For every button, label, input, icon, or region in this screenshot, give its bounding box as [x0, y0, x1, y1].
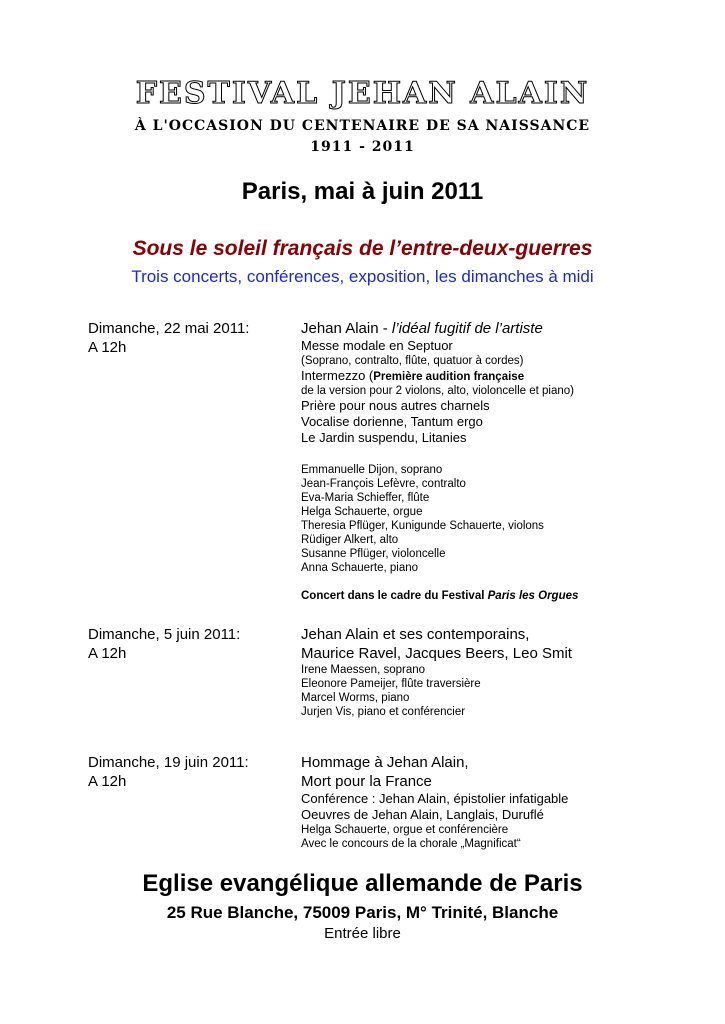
program-line: Conférence : Jehan Alain, épistolier infatigable: [301, 791, 569, 806]
city-dates: Paris, mai à juin 2011: [241, 178, 484, 205]
festival-subtitle: À L'OCCASION DU CENTENAIRE DE SA NAISSANCE: [134, 118, 591, 134]
tagline-secondary: Trois concerts, conférences, exposition, les dimanches à midi: [131, 267, 594, 286]
performer: Helga Schauerte, orgue: [301, 506, 423, 518]
event-program: [301, 625, 681, 719]
program-line: de la version pour 2 violons, alto, violoncelle et piano): [301, 385, 574, 397]
program-line: Le Jardin suspendu, Litanies: [301, 430, 467, 445]
event-date-block: [88, 319, 298, 357]
festival-note: [301, 589, 681, 603]
performer: Eleonore Pameijer, flûte traversière: [301, 678, 481, 690]
event-date-block: [88, 625, 298, 663]
festival-years: 1911 - 2011: [310, 139, 415, 155]
festival-note-italic: Paris les Orgues: [487, 590, 579, 602]
program-line: [301, 368, 681, 384]
festival-title: FESTIVAL JEHAN ALAIN: [135, 76, 590, 111]
venue-name: Eglise evangélique allemande de Paris: [142, 870, 583, 897]
program-line: Oeuvres de Jehan Alain, Langlais, Duruflé: [301, 807, 544, 822]
performer: Theresia Pflüger, Kunigunde Schauerte, violons: [301, 520, 544, 532]
event-date: Dimanche, 5 juin 2011:: [88, 626, 241, 643]
event-program: [301, 753, 681, 851]
event-title: Jehan Alain et ses contemporains,: [301, 626, 530, 643]
tagline: Sous le soleil français de l’entre-deux-guerres: [132, 237, 593, 260]
performer: Marcel Worms, piano: [301, 692, 410, 704]
event-title-prefix: Jehan Alain -: [301, 320, 392, 337]
event-title: Maurice Ravel, Jacques Beers, Leo Smit: [301, 645, 572, 662]
program-line: Avec le concours de la chorale „Magnificat“: [301, 838, 521, 850]
event-title: Mort pour la France: [301, 773, 432, 790]
program-premiere: Première audition française: [373, 371, 525, 383]
performer: Emmanuelle Dijon, soprano: [301, 464, 443, 476]
event-title-italic: l’idéal fugitif de l’artiste: [391, 320, 543, 337]
performer: Rüdiger Alkert, alto: [301, 534, 399, 546]
program-line: Messe modale en Septuor: [301, 338, 453, 353]
entry-note: Entrée libre: [324, 925, 401, 942]
festival-note-prefix: Concert dans le cadre du Festival: [301, 590, 488, 602]
program-intermezzo: Intermezzo (: [301, 368, 374, 383]
program-line: (Soprano, contralto, flûte, quatuor à cordes): [301, 355, 524, 367]
program-line: Helga Schauerte, orgue et conférencière: [301, 824, 509, 836]
performer: Jean-François Lefèvre, contralto: [301, 478, 466, 490]
program-line: Prière pour nous autres charnels: [301, 398, 490, 413]
event-time: A 12h: [88, 773, 127, 790]
venue-address: 25 Rue Blanche, 75009 Paris, M° Trinité, Blanche: [166, 903, 559, 922]
event-date-block: [88, 753, 298, 791]
event-date: Dimanche, 19 juin 2011:: [88, 754, 249, 771]
event-time: A 12h: [88, 339, 127, 356]
program-line: Vocalise dorienne, Tantum ergo: [301, 414, 483, 429]
performer: Irene Maessen, soprano: [301, 664, 426, 676]
performer: Jurjen Vis, piano et conférencier: [301, 706, 466, 718]
event-program: [301, 319, 681, 603]
performer: Anna Schauerte, piano: [301, 562, 419, 574]
event-date: Dimanche, 22 mai 2011:: [88, 320, 250, 337]
performer: Susanne Pflüger, violoncelle: [301, 548, 446, 560]
event-title: Hommage à Jehan Alain,: [301, 754, 469, 771]
event-title: [301, 319, 681, 338]
event-time: A 12h: [88, 645, 127, 662]
performer: Eva-Maria Schieffer, flûte: [301, 492, 430, 504]
